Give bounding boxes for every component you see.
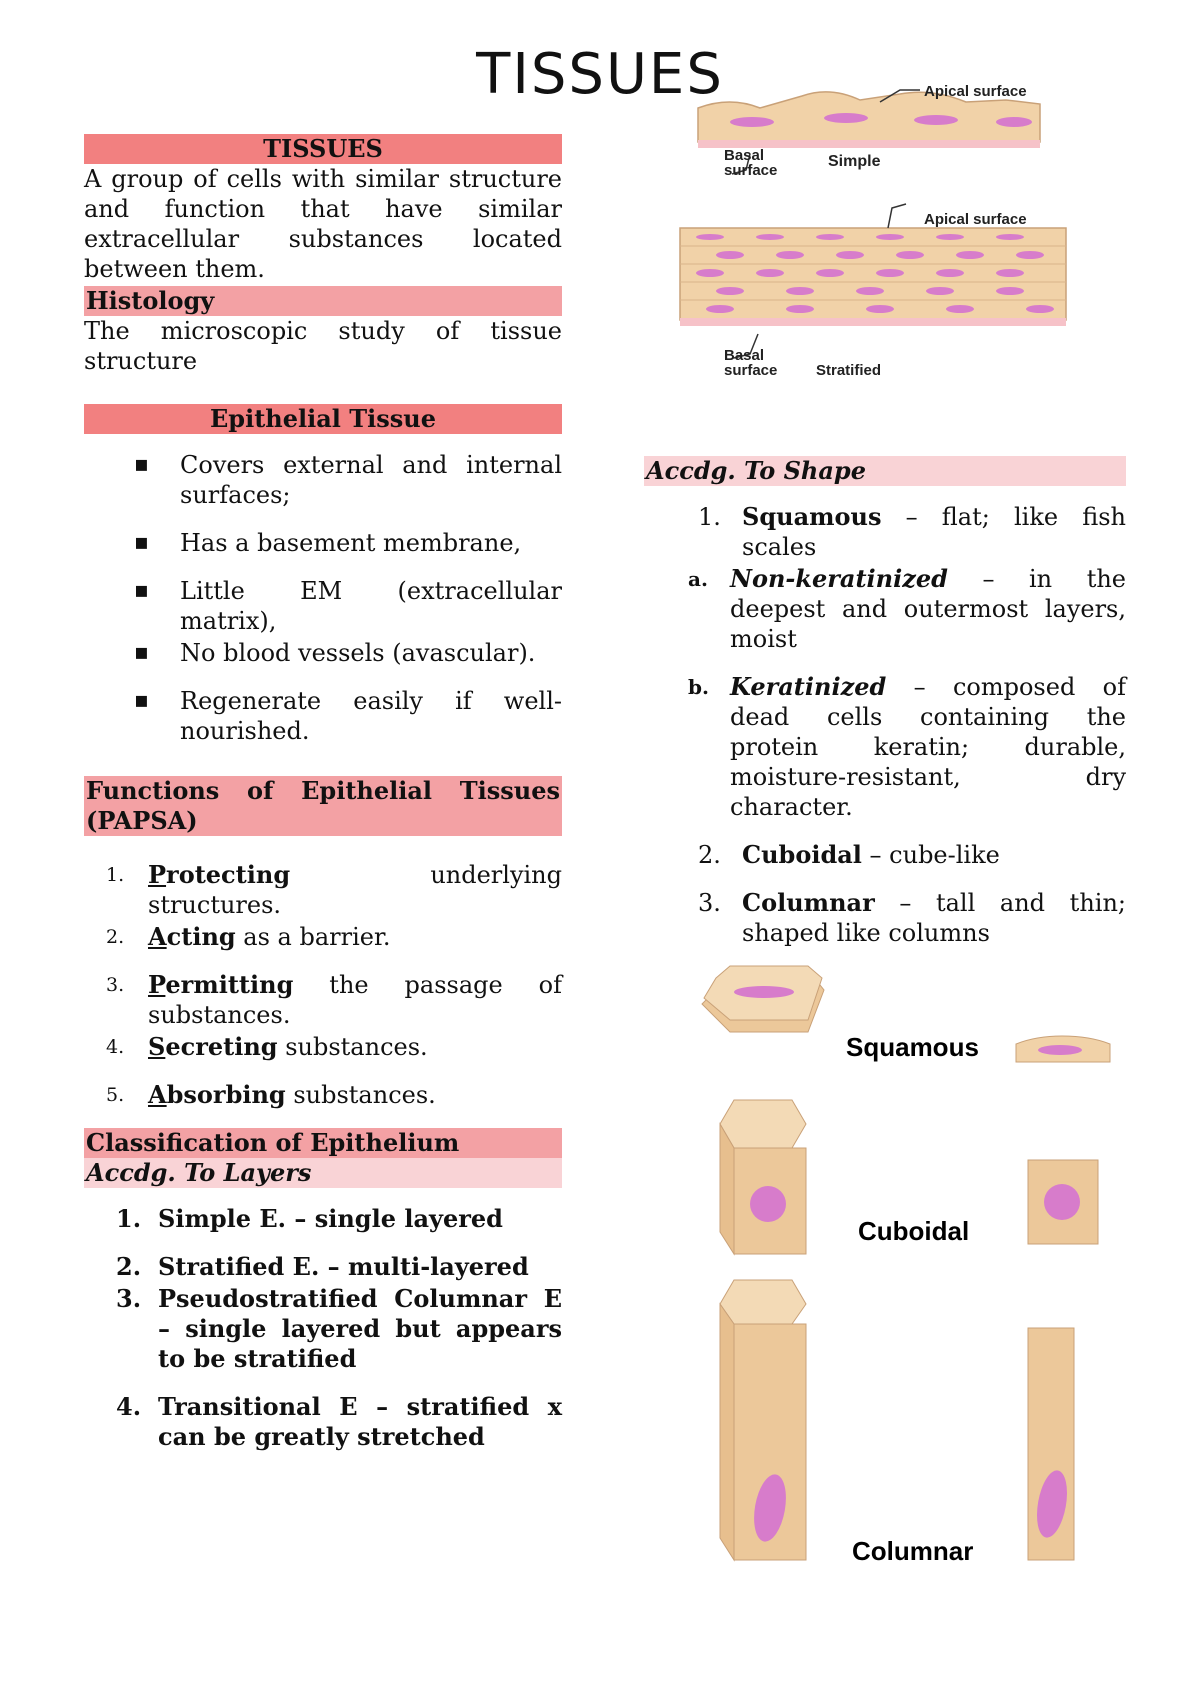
item-number: 2. xyxy=(116,1252,142,1281)
list-item xyxy=(84,1252,562,1282)
item-key: Keratinized xyxy=(730,672,887,701)
item-text: Simple E. – single layered xyxy=(158,1204,503,1233)
list-item xyxy=(644,672,1126,822)
apical-label: Apical surface xyxy=(924,211,1027,228)
functions-header: Functions of Epithelial Tissues (PAPSA) xyxy=(86,776,560,835)
nucleus xyxy=(1038,1045,1082,1055)
item-text: Stratified E. – multi-layered xyxy=(158,1252,529,1281)
classification-header: Classification of Epithelium xyxy=(84,1128,562,1158)
layers-subheader: Accdg. To Layers xyxy=(84,1158,562,1188)
epithelial-bullets xyxy=(84,450,562,746)
item-text: substances. xyxy=(277,1033,428,1061)
acronym-letter: A xyxy=(148,1080,167,1109)
basal-label: Basal xyxy=(724,147,765,164)
list-item xyxy=(84,1392,562,1452)
nucleus xyxy=(824,113,868,123)
item-key: Non-keratinized xyxy=(730,564,948,593)
acronym-letter: P xyxy=(148,860,167,889)
item-number: 2. xyxy=(106,926,125,948)
simple-label: Simple xyxy=(828,153,881,170)
columnar-cell-front xyxy=(720,1304,734,1560)
list-item xyxy=(84,970,562,1030)
cuboidal-label: Cuboidal xyxy=(858,1216,970,1246)
item-number: 1. xyxy=(116,1204,142,1233)
list-item xyxy=(84,922,562,952)
cuboidal-cell-front xyxy=(720,1124,734,1254)
layers-list xyxy=(84,1204,562,1452)
nucleus xyxy=(734,986,794,998)
epithelial-header: Epithelial Tissue xyxy=(84,404,562,434)
item-key: rotecting xyxy=(166,860,291,889)
item-key: Columnar xyxy=(742,888,875,917)
item-key: cting xyxy=(166,922,236,951)
item-number: a. xyxy=(688,567,708,591)
item-number: b. xyxy=(688,675,709,699)
list-item xyxy=(644,502,1126,562)
item-text: substances. xyxy=(285,1081,436,1109)
item-number: 5. xyxy=(106,1084,125,1106)
acronym-letter: S xyxy=(148,1032,166,1061)
cell-shapes-figure xyxy=(690,964,1126,1584)
item-key: bsorbing xyxy=(166,1080,286,1109)
item-text: Pseudostratified Columnar E – single layered but appears to be stratified xyxy=(158,1284,562,1373)
shape-subheader: Accdg. To Shape xyxy=(644,456,1126,486)
columnar-cell-top xyxy=(720,1280,806,1324)
item-text: – flat; like fish scales xyxy=(742,503,1126,561)
list-item xyxy=(84,1204,562,1234)
epithelium-layers-figure xyxy=(670,78,1070,378)
tissues-header: TISSUES xyxy=(84,134,562,164)
apical-pointer xyxy=(888,204,906,228)
left-column xyxy=(84,134,562,1452)
item-text: underlying structures. xyxy=(148,861,562,919)
functions-list xyxy=(84,860,562,1110)
nucleus xyxy=(996,117,1032,127)
item-key: Cuboidal xyxy=(742,840,862,869)
list-item xyxy=(84,1284,562,1374)
item-number: 4. xyxy=(116,1392,142,1421)
item-text: the passage of substances. xyxy=(148,971,562,1029)
basement-membrane xyxy=(680,318,1066,326)
page-title: TISSUES xyxy=(476,42,724,107)
item-text: – in the deepest and outermost layers, moist xyxy=(730,565,1126,653)
list-item xyxy=(84,860,562,920)
nucleus xyxy=(1044,1184,1080,1220)
item-key: ermitting xyxy=(165,970,294,999)
item-text: Transitional E – stratified x can be greatly stretched xyxy=(158,1392,562,1451)
cuboidal-cell-top xyxy=(720,1100,806,1148)
item-text: – cube-like xyxy=(861,841,1000,869)
list-item: ▪ Covers external and internal surfaces; xyxy=(84,450,562,510)
nucleus xyxy=(914,115,958,125)
right-column xyxy=(644,456,1126,948)
columnar-label: Columnar xyxy=(852,1536,974,1566)
item-number: 2. xyxy=(698,841,721,869)
list-item xyxy=(644,888,1126,948)
acronym-letter: A xyxy=(148,922,167,951)
stratified-label: Stratified xyxy=(816,362,882,378)
basal-label: surface xyxy=(724,162,778,179)
item-text: – tall and thin; shaped like columns xyxy=(742,889,1126,947)
item-number: 3. xyxy=(698,889,721,917)
item-text: – composed of dead cells containing the protein keratin; durable, moisture-resistant, dry character. xyxy=(730,673,1126,821)
item-number: 4. xyxy=(106,1036,125,1058)
item-number: 3. xyxy=(106,974,125,996)
item-number: 3. xyxy=(116,1284,142,1313)
nucleus xyxy=(750,1186,786,1222)
apical-label: Apical surface xyxy=(924,83,1027,100)
squamous-label: Squamous xyxy=(846,1032,979,1062)
list-item xyxy=(644,564,1126,654)
item-key: ecreting xyxy=(165,1032,278,1061)
item-key: Squamous xyxy=(742,502,882,531)
nucleus xyxy=(730,117,774,127)
list-item xyxy=(84,1080,562,1110)
list-item xyxy=(644,840,1126,870)
item-text: as a barrier. xyxy=(235,923,391,951)
basal-label: surface xyxy=(724,362,778,378)
list-item: ▪ Has a basement membrane, xyxy=(84,528,562,558)
list-item: ▪ No blood vessels (avascular). xyxy=(84,638,562,668)
list-item: ▪ Regenerate easily if well-nourished. xyxy=(84,686,562,746)
list-item: ▪ Little EM (extracellular matrix), xyxy=(84,576,562,636)
item-number: 1. xyxy=(106,864,125,886)
item-number: 1. xyxy=(698,503,721,531)
histology-definition: The microscopic study of tissue structure xyxy=(84,317,562,375)
acronym-letter: P xyxy=(148,970,166,999)
list-item xyxy=(84,1032,562,1062)
basal-label: Basal xyxy=(724,347,765,364)
tissues-definition: A group of cells with similar structure and function that have similar extracellular substances located between them. xyxy=(84,165,562,283)
histology-header: Histology xyxy=(84,286,562,316)
